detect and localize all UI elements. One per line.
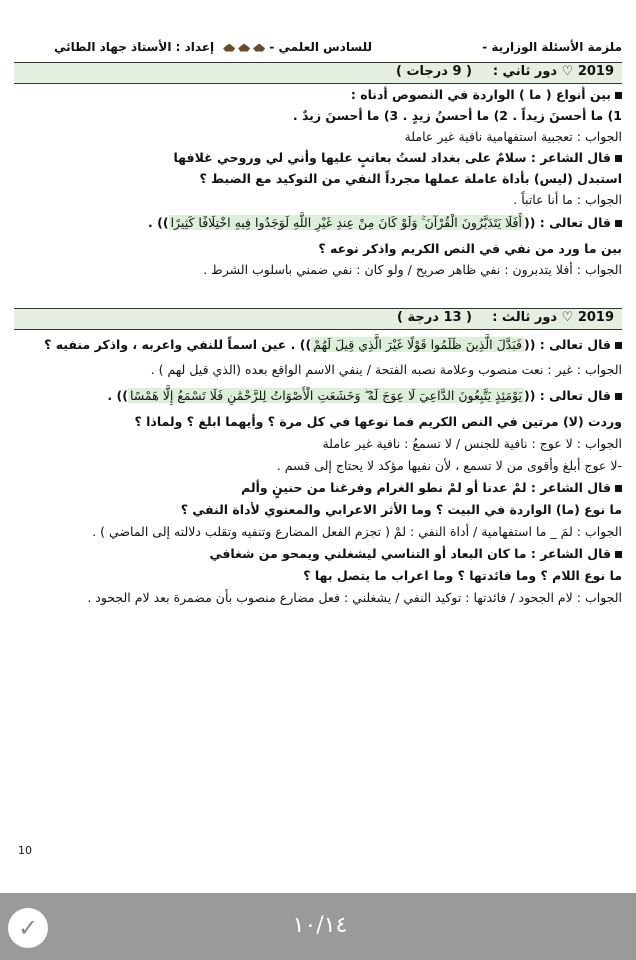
section-band-1 (14, 62, 622, 84)
grad-cap-icon (253, 44, 265, 52)
answer-line: الجواب : لمَ _ ما استفهامية / أداة النفي : لمْ ( تجزم الفعل المضارع وتنفيه وتقلب دلالته إلى الماضي ) . (92, 524, 622, 539)
question-line: وردت (لا) مرتين في النص الكريم فما نوعها في كل مرة ؟ وأيهما ابلغ ؟ ولماذا ؟ (134, 414, 622, 429)
question-line: ما نوع (ما) الواردة في البيت ؟ وما الأثر الاعرابي والمعنوي لأداة النفي ؟ (180, 502, 622, 517)
page-indicator: ١٠/١٤ (292, 913, 348, 938)
header-class: للسادس العلمي - (220, 40, 372, 54)
poet-line: قال الشاعر : لمْ عدنا أو لمْ نطو الغرام وفرغنا من حنينٍ وألم (14, 480, 622, 496)
section-year: 2019 ♡ دور ثاني : (492, 64, 614, 79)
section-band-2 (14, 308, 622, 330)
bullet-icon (615, 92, 622, 99)
bullet-icon (615, 393, 622, 400)
question-line: ما نوع اللام ؟ وما فائدتها ؟ وما اعراب ما يتصل بها ؟ (303, 568, 622, 583)
grad-cap-icon (223, 44, 235, 52)
quran-verse: أَفَلَا يَتَدَبَّرُونَ الْقُرْآنَ ۚ وَلَوْ كَانَ مِنْ عِندِ غَيْرِ اللَّهِ لَوَجَدُوا فِيهِ اخْتِلَافًا كَثِيرًا (170, 215, 522, 230)
section-marks: ( 9 درجات ) (396, 64, 472, 79)
answer-line: -لا عوج أبلغ وأقوى من لا تسمع ، لأن نفيها مؤكد لا يحتاج إلى قسم . (276, 458, 622, 473)
question-line: استبدل (ليس) بأداة عاملة عملها مجرداً النفي من التوكيد مع الضبط ؟ (199, 171, 622, 186)
bullet-icon (615, 342, 622, 349)
grad-cap-icon (238, 44, 250, 52)
bullet-icon (615, 551, 622, 558)
bullet-icon (615, 220, 622, 227)
answer-line: الجواب : أفلا يتدبرون : نفي ظاهر صريح / ولو كان : نفي ضمني باسلوب الشرط . (203, 262, 622, 277)
answer-line: الجواب : غير : نعت منصوب وعلامة نصبه الفتحة / ينفي الاسم الواقع بعده (الذي قيل لهم ) . (150, 362, 622, 377)
section-year: 2019 ♡ دور ثالث : (492, 310, 614, 325)
items-line: 1) ما أحسنَ زيداً . 2) ما أحسنُ زيدٍ . 3) ما أحسنَ زيدٌ . (292, 108, 622, 123)
check-icon[interactable]: ✓ (8, 908, 48, 948)
bullet-icon (615, 155, 622, 162)
quran-verse: يَوْمَئِذٍ يَتَّبِعُونَ الدَّاعِيَ لَا عِوَجَ لَهُ ۖ وَخَشَعَتِ الْأَصْوَاتُ لِلرَّحْمَٰنِ فَلَا تَسْمَعُ إِلَّا هَمْسًا (129, 388, 522, 403)
bullet-icon (615, 485, 622, 492)
section-marks: ( 13 درجة ) (397, 310, 472, 325)
poet-line: قال الشاعر : سلامٌ على بغداد لستُ بعاتبٍ عليها وأني لي وروحي غلافها (14, 150, 622, 166)
page-number: 10 (18, 844, 32, 857)
page-header (14, 40, 622, 58)
question-line: بين ما ورد من نفي في النص الكريم واذكر نوعه ؟ (318, 241, 622, 256)
answer-line: الجواب : لا عوج : نافية للجنس / لا تسمعُ : نافية غير عاملة (322, 436, 622, 451)
verse-line: قال تعالى : ((فَبَدَّلَ الَّذِينَ ظَلَمُوا قَوْلًا غَيْرَ الَّذِي قِيلَ لَهُمْ)) . عين اسماً للنفي واعربه ، واذكر منفيه ؟ (14, 337, 622, 353)
poet-line: قال الشاعر : ما كان البعاد أو التناسي ليشغلني ويمحو من شغافي (14, 546, 622, 562)
header-title: ملزمة الأسئلة الوزارية - (482, 40, 622, 54)
answer-line: الجواب : لام الجحود / فائدتها : توكيد النفي / يشغلني : فعل مضارع منصوب بأن مضمرة بعد لام الجحود . (87, 590, 622, 605)
question-line: بين أنواع ( ما ) الواردة في النصوص أدناه : (14, 87, 622, 103)
verse-line: قال تعالى : ((يَوْمَئِذٍ يَتَّبِعُونَ الدَّاعِيَ لَا عِوَجَ لَهُ ۖ وَخَشَعَتِ الْأَصْوَاتُ لِلرَّحْمَٰنِ فَلَا تَسْمَعُ إِلَّا هَمْسًا)) . (14, 388, 622, 404)
header-author: إعداد : الأستاذ جهاد الطائي (54, 40, 215, 54)
answer-line: الجواب : ما أنا عاتباً . (513, 192, 622, 207)
verse-line: قال تعالى : ((أَفَلَا يَتَدَبَّرُونَ الْقُرْآنَ ۚ وَلَوْ كَانَ مِنْ عِندِ غَيْرِ اللَّهِ لَوَجَدُوا فِيهِ اخْتِلَافًا كَثِيرًا)) . (14, 215, 622, 231)
quran-verse: فَبَدَّلَ الَّذِينَ ظَلَمُوا قَوْلًا غَيْرَ الَّذِي قِيلَ لَهُمْ (313, 337, 522, 352)
answer-line: الجواب : تعجبية استفهامية نافية غير عاملة (404, 129, 622, 144)
